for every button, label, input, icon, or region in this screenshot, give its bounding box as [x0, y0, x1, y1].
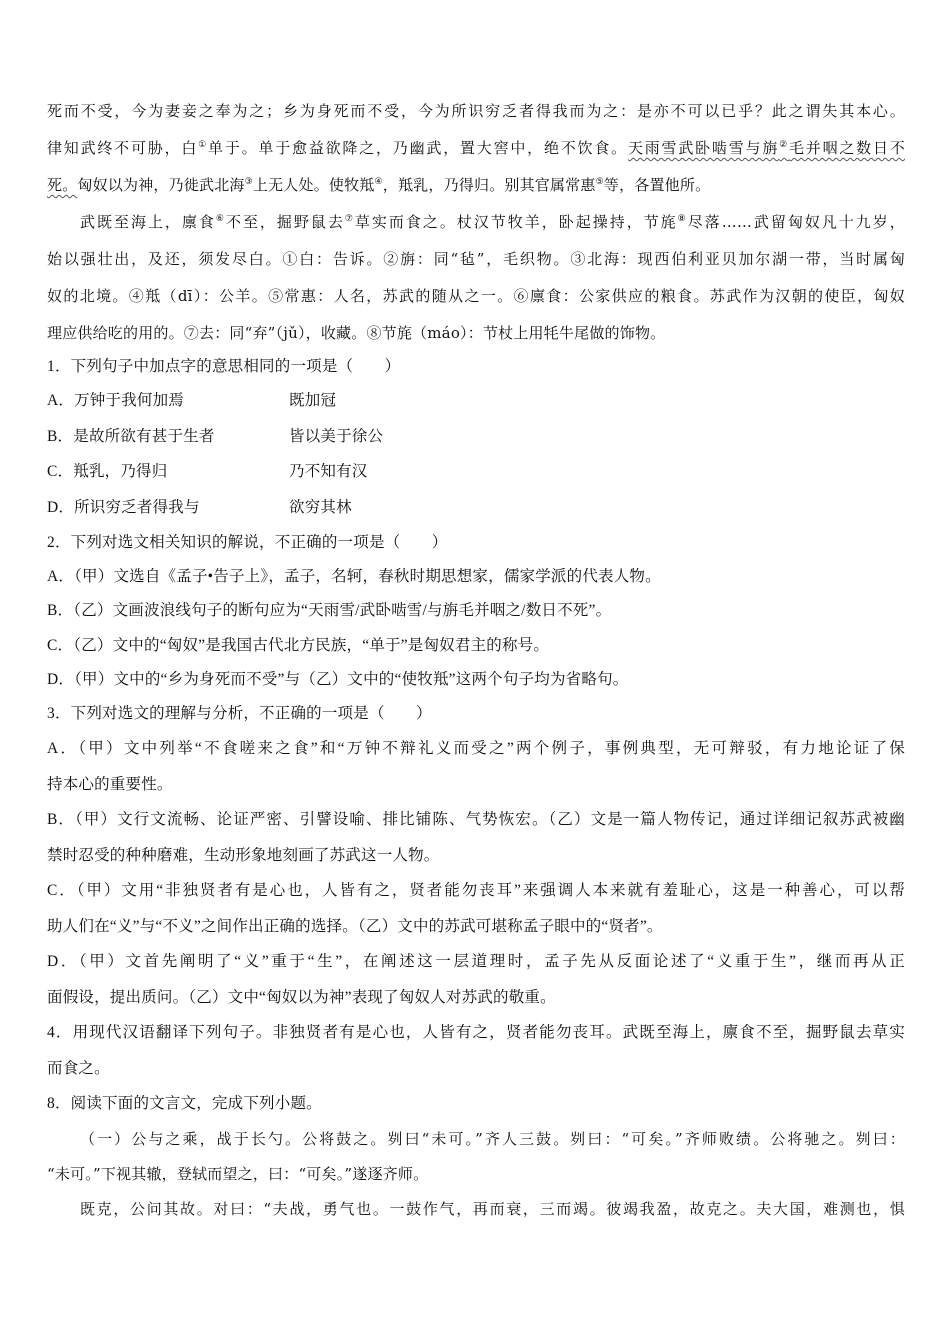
passage-line-1: 死而不受，今为妻妾之奉为之；乡为身死而不受，今为所识穷乏者得我而为之：是亦不可以已乎？此之谓失其本心。	[47, 102, 905, 120]
question-8-passage-line-2: “未可。”下视其辙，登轼而望之，曰：“可矣。”遂逐齐师。	[47, 1165, 429, 1183]
passage-line-5: 始以强壮出，及还，须发尽白。①白：告诉。②旃：同“毡”，毛织物。③北海：现西伯利亚贝加尔湖一带，当时属匈	[47, 250, 905, 268]
question-3-option-d-line-1: D．（甲）文首先阐明了“义”重于“生”，在阐述这一层道理时，孟子先从反面论述了“义重于生”，继而再从正	[47, 953, 905, 970]
option-text: C．羝乳，乃得归	[47, 463, 168, 480]
passage-line-2	[47, 138, 905, 158]
text-span: 单于。单于愈益欲降之，乃幽武，置大窖中，绝不饮食。	[208, 139, 628, 157]
footnote-marker: ⑧	[677, 214, 688, 224]
question-3-option-b-line-1: B．（甲）文行文流畅、论证严密、引譬设喻、排比铺陈、气势恢宏。（乙）文是一篇人物传记，通过详细记叙苏武被幽	[47, 811, 905, 828]
question-1-option-c	[47, 462, 905, 482]
question-3-option-c-line-2: 助人们在“义”与“不义”之间作出正确的选择。（乙）文中的苏武可堪称孟子眼中的“贤者”。	[47, 918, 663, 935]
question-3-option-d-line-2: 面假设，提出质问。（乙）文中“匈奴以为神”表现了匈奴人对苏武的敬重。	[47, 989, 556, 1006]
text-span: 毛并咽之数日不	[789, 139, 905, 157]
question-8-stem: 8．阅读下面的文言文，完成下列小题。	[47, 1095, 322, 1112]
option-text-pair: 皆以美于徐公	[289, 428, 384, 445]
question-8-passage-line-3: 既克，公问其故。对曰：“夫战，勇气也。一鼓作气，再而衰，三而竭。彼竭我盈，故克之。夫大国，难测也，惧	[80, 1200, 905, 1218]
footnote-marker: ⑥	[215, 214, 226, 224]
footnote-marker: ①	[198, 140, 209, 150]
footnote-marker: ②	[779, 140, 789, 150]
question-2-option-d: D．（甲）文中的“乡为身死而不受”与（乙）文中的“使牧羝”这两个句子均为省略句。	[47, 671, 629, 688]
question-3-option-a-line-2: 持本心的重要性。	[47, 776, 173, 793]
text-span: 律知武终不可胁，白	[47, 139, 199, 157]
question-3-option-a-line-1: A．（甲）文中列举“不食嗟来之食”和“万钟不辩礼义而受之”两个例子，事例典型，无可辩驳，有力地论证了保	[47, 740, 905, 757]
option-text: D．所识穷乏者得我与	[47, 499, 200, 516]
footnote-marker: ⑤	[595, 177, 604, 187]
question-3-stem: 3．下列对选文的理解与分析，不正确的一项是（ ）	[47, 705, 432, 722]
question-2-option-a: A．（甲）文选自《孟子•告子上》，孟子，名轲，春秋时期思想家，儒家学派的代表人物。	[47, 568, 661, 585]
question-3-option-b-line-2: 禁时忍受的种种磨难，生动形象地刻画了苏武这一人物。	[47, 847, 440, 864]
footnote-marker: ⑦	[344, 214, 355, 224]
text-span: 不至，掘野鼠去	[225, 213, 345, 231]
question-1-stem: 1．下列句子中加点字的意思相同的一项是（ ）	[47, 358, 401, 375]
passage-line-4	[80, 212, 905, 232]
wavy-underlined-sentence	[628, 139, 905, 157]
question-4-line-1: 4．用现代汉语翻译下列句子。非独贤者有是心也，人皆有之，贤者能勿丧耳。武既至海上，廪食不至，掘野鼠去草实	[47, 1024, 905, 1041]
text-span: 武既至海上，廪食	[80, 213, 216, 231]
option-text: A．万钟于我何加焉	[47, 392, 184, 409]
option-text: B．是故所欲有甚于生者	[47, 428, 215, 445]
question-3-option-c-line-1: C．（甲）文用“非独贤者有是心也，人皆有之，贤者能勿丧耳”来强调人本来就有羞耻心，这是一种善心，可以帮	[47, 882, 905, 899]
text-span: 等，各置他所。	[603, 176, 711, 194]
footnote-marker: ③	[244, 177, 253, 187]
text-span: 天雨雪武卧啮雪与旃	[627, 139, 780, 157]
question-4-line-2: 而食之。	[47, 1060, 110, 1077]
text-span: ，羝乳，乃得归。别其官属常惠	[382, 176, 596, 194]
question-2-option-b: B．（乙）文画波浪线句子的断句应为“天雨雪/武卧啮雪/与旃毛并咽之/数日不死”。	[47, 602, 612, 619]
question-2-stem: 2．下列对选文相关知识的解说，不正确的一项是（ ）	[47, 534, 448, 551]
question-2-option-c: C．（乙）文中的“匈奴”是我国古代北方民族，“单于”是匈奴君主的称号。	[47, 637, 550, 654]
question-1-option-d	[47, 498, 905, 518]
wavy-underlined-sentence-end: 死。	[47, 176, 78, 194]
footnote-marker: ④	[374, 177, 383, 187]
question-1-option-a	[47, 391, 905, 411]
option-text-pair: 欲穷其林	[289, 499, 352, 516]
text-span: 上无人处。使牧羝	[252, 176, 375, 194]
question-8-passage-line-1: （一）公与之乘，战于长勺。公将鼓之。刿曰“未可。”齐人三鼓。刿曰：“可矣。”齐师败绩。公将驰之。刿曰：	[80, 1130, 905, 1148]
passage-line-3	[47, 175, 905, 195]
text-span: 草实而食之。杖汉节牧羊，卧起操持，节旄	[354, 213, 678, 231]
text-span: 尽落……武留匈奴凡十九岁，	[687, 213, 905, 231]
passage-line-7: 理应供给吃的用的。⑦去：同“弃”（jǔ），收藏。⑧节旄（máo）：节杖上用牦牛尾做的饰物。	[47, 324, 666, 342]
question-1-option-b	[47, 427, 905, 447]
option-text-pair: 乃不知有汉	[289, 463, 368, 480]
passage-line-6: 奴的北境。④羝（dī）：公羊。⑤常惠：人名，苏武的随从之一。⑥廪食：公家供应的粮食。苏武作为汉朝的使臣，匈奴	[47, 287, 905, 305]
option-text-pair: 既加冠	[289, 392, 337, 409]
text-span: 匈奴以为神，乃徙武北海	[77, 176, 245, 194]
